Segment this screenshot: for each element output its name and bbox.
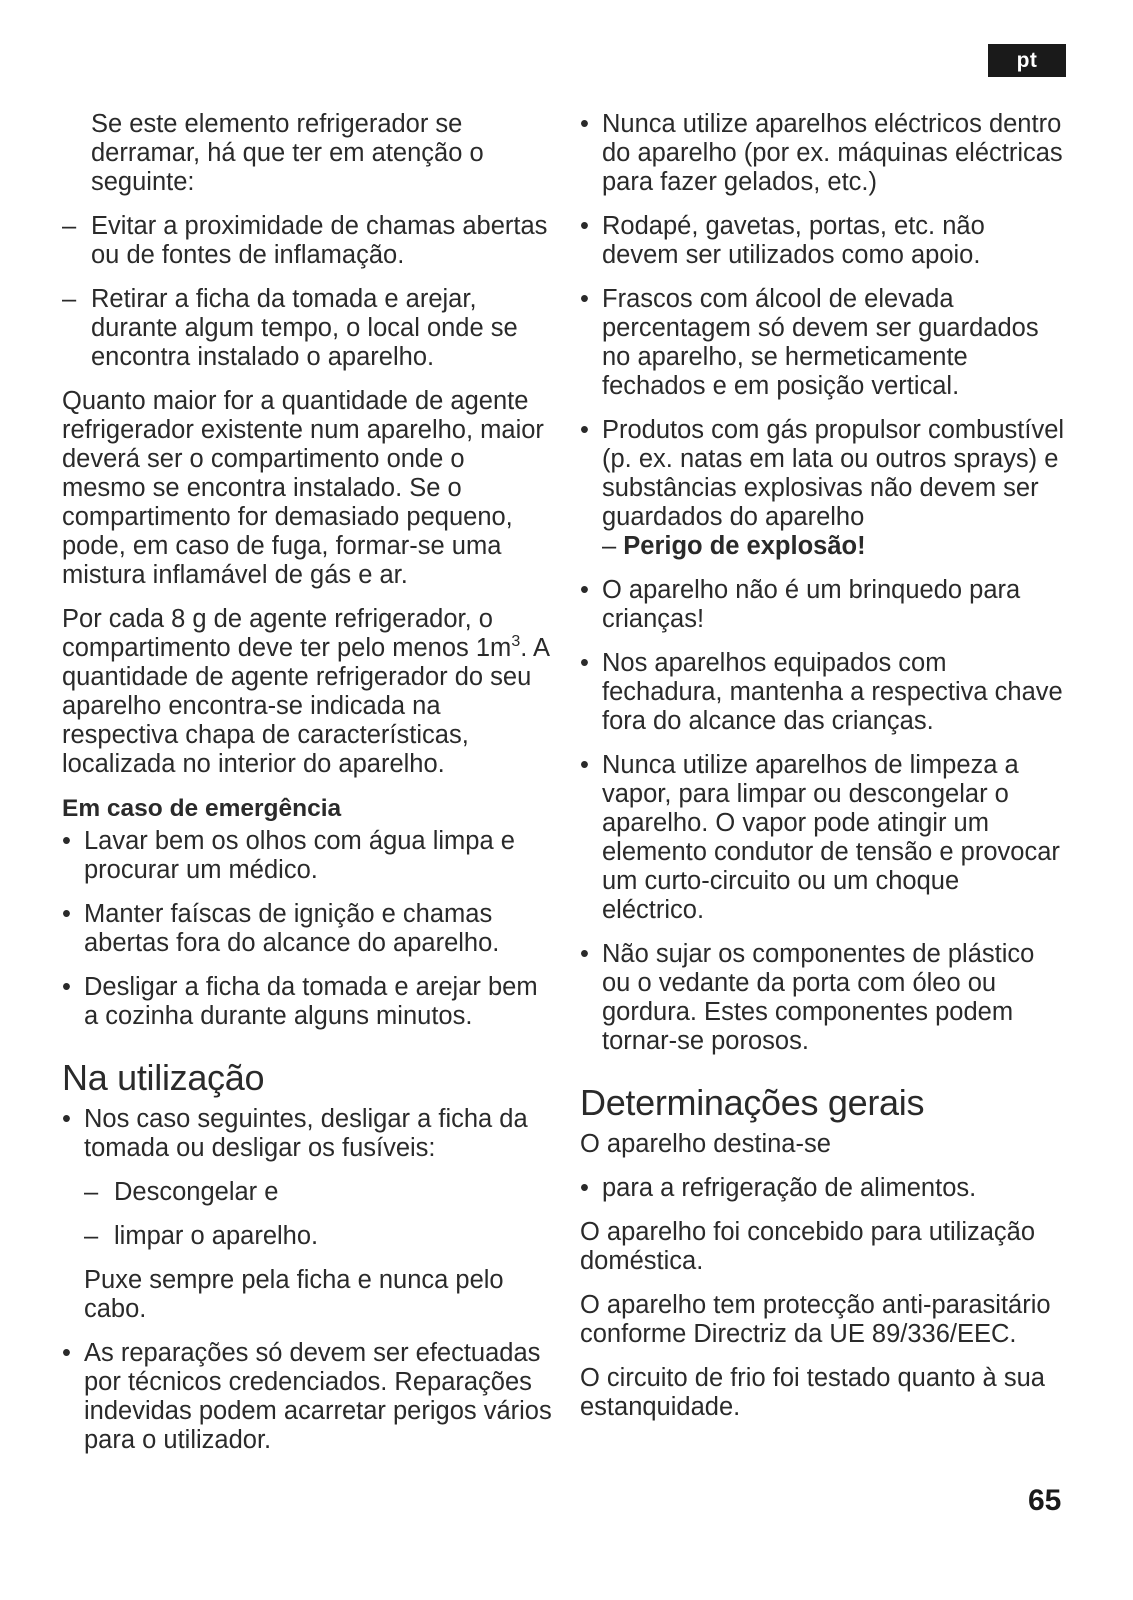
usage-note: Puxe sempre pela ficha e nunca pelo cabo. xyxy=(84,1266,504,1323)
list-item: • Não sujar os componentes de plástico ou o vedante da porta com óleo ou gordura. Estes componentes podem tornar-se porosos. xyxy=(580,940,1035,1055)
bullet-icon: • xyxy=(62,1105,71,1133)
emergency-heading: Em caso de emergência xyxy=(62,795,342,822)
bullet-icon: • xyxy=(580,751,589,779)
list-item: • para a refrigeração de alimentos. xyxy=(580,1174,977,1202)
dash-marker: – xyxy=(84,1222,99,1250)
dash-item: – Retirar a ficha da tomada e arejar, durante algum tempo, o local onde se encontra instalado o aparelho. xyxy=(62,285,518,371)
list-item: • Nos aparelhos equipados com fechadura, mantenha a respectiva chave fora do alcance das crianças. xyxy=(580,649,1063,735)
list-item: • As reparações só devem ser efectuadas por técnicos credenciados. Reparações indevidas podem acarretar perigos vários para o utilizador. xyxy=(62,1339,552,1454)
paragraph-refrigerant-quantity: Quanto maior for a quantidade de agente refrigerador existente num aparelho, maior deverá ser o compartimento onde o mesmo se encontra instalado. Se o compartimento for demasiado pequeno, pode, em caso de fuga, formar-se uma mistura inflamável de gás e ar. xyxy=(62,387,544,589)
right-column xyxy=(580,110,1065,1437)
list-item: • Produtos com gás propulsor combustível (p. ex. natas em lata ou outros sprays) e substâncias explosivas não devem ser guardados do aparelho – Perigo de explosão! xyxy=(580,416,1065,560)
bullet-icon: • xyxy=(580,1174,589,1202)
bullet-icon: • xyxy=(580,416,589,444)
general-intro: O aparelho destina-se xyxy=(580,1130,831,1158)
bullet-icon: • xyxy=(62,827,71,855)
left-column xyxy=(62,110,552,1470)
bullet-icon: • xyxy=(62,900,71,928)
usage-sublist xyxy=(62,1178,552,1324)
bullet-icon: • xyxy=(580,940,589,968)
list-item: • Nos caso seguintes, desligar a ficha da tomada ou desligar os fusíveis: xyxy=(62,1105,528,1162)
bullet-icon: • xyxy=(580,649,589,677)
paragraph-domestic-use: O aparelho foi concebido para utilização doméstica. xyxy=(580,1218,1036,1275)
list-item: • Nunca utilize aparelhos eléctricos dentro do aparelho (por ex. máquinas eléctricas para fazer gelados, etc.) xyxy=(580,110,1063,196)
bullet-icon: • xyxy=(580,110,589,138)
dash-item: – Descongelar e xyxy=(84,1178,279,1206)
list-item: • Desligar a ficha da tomada e arejar bem a cozinha durante alguns minutos. xyxy=(62,973,538,1030)
dash-item: – Evitar a proximidade de chamas abertas ou de fontes de inflamação. xyxy=(62,212,548,269)
dash-marker: – xyxy=(62,285,77,313)
intro-paragraph: Se este elemento refrigerador se derramar, há que ter em atenção o seguinte: xyxy=(91,110,484,196)
paragraph-room-size: Por cada 8 g de agente refrigerador, o compartimento deve ter pelo menos $1m^3$. A quantidade de agente refrigerador do seu aparelho encontra-se indicada na respectiva chapa de características, localizada no interior do aparelho. xyxy=(62,605,549,778)
language-tab: pt xyxy=(988,44,1066,77)
page-number: 65 xyxy=(1028,1484,1062,1517)
bullet-icon: • xyxy=(62,1339,71,1367)
list-item: • Lavar bem os olhos com água limpa e procurar um médico. xyxy=(62,827,515,884)
bullet-icon: • xyxy=(580,576,589,604)
list-item: • Rodapé, gavetas, portas, etc. não devem ser utilizados como apoio. xyxy=(580,212,985,269)
explosion-warning: Perigo de explosão! xyxy=(623,532,866,560)
list-item: • Manter faíscas de ignição e chamas abertas fora do alcance do aparelho. xyxy=(62,900,500,957)
list-item: • O aparelho não é um brinquedo para crianças! xyxy=(580,576,1021,633)
paragraph-interference: O aparelho tem protecção anti-parasitário conforme Directriz da UE 89/336/EEC. xyxy=(580,1291,1051,1348)
dash-marker: – xyxy=(62,212,77,240)
list-item: • Frascos com álcool de elevada percentagem só devem ser guardados no aparelho, se hermeticamente fechados e em posição vertical. xyxy=(580,285,1039,400)
paragraph-circuit-tested: O circuito de frio foi testado quanto à sua estanquidade. xyxy=(580,1364,1045,1421)
dash-marker: – xyxy=(84,1178,99,1206)
bullet-icon: • xyxy=(580,285,589,313)
usage-heading: Na utilização xyxy=(62,1057,265,1098)
general-heading: Determinações gerais xyxy=(580,1082,925,1123)
bullet-icon: • xyxy=(62,973,71,1001)
dash-item: – limpar o aparelho. xyxy=(84,1222,319,1250)
bullet-icon: • xyxy=(580,212,589,240)
list-item: • Nunca utilize aparelhos de limpeza a vapor, para limpar ou descongelar o aparelho. O vapor pode atingir um elemento condutor de tensão e provocar um curto-circuito ou um choque eléctrico. xyxy=(580,751,1060,924)
